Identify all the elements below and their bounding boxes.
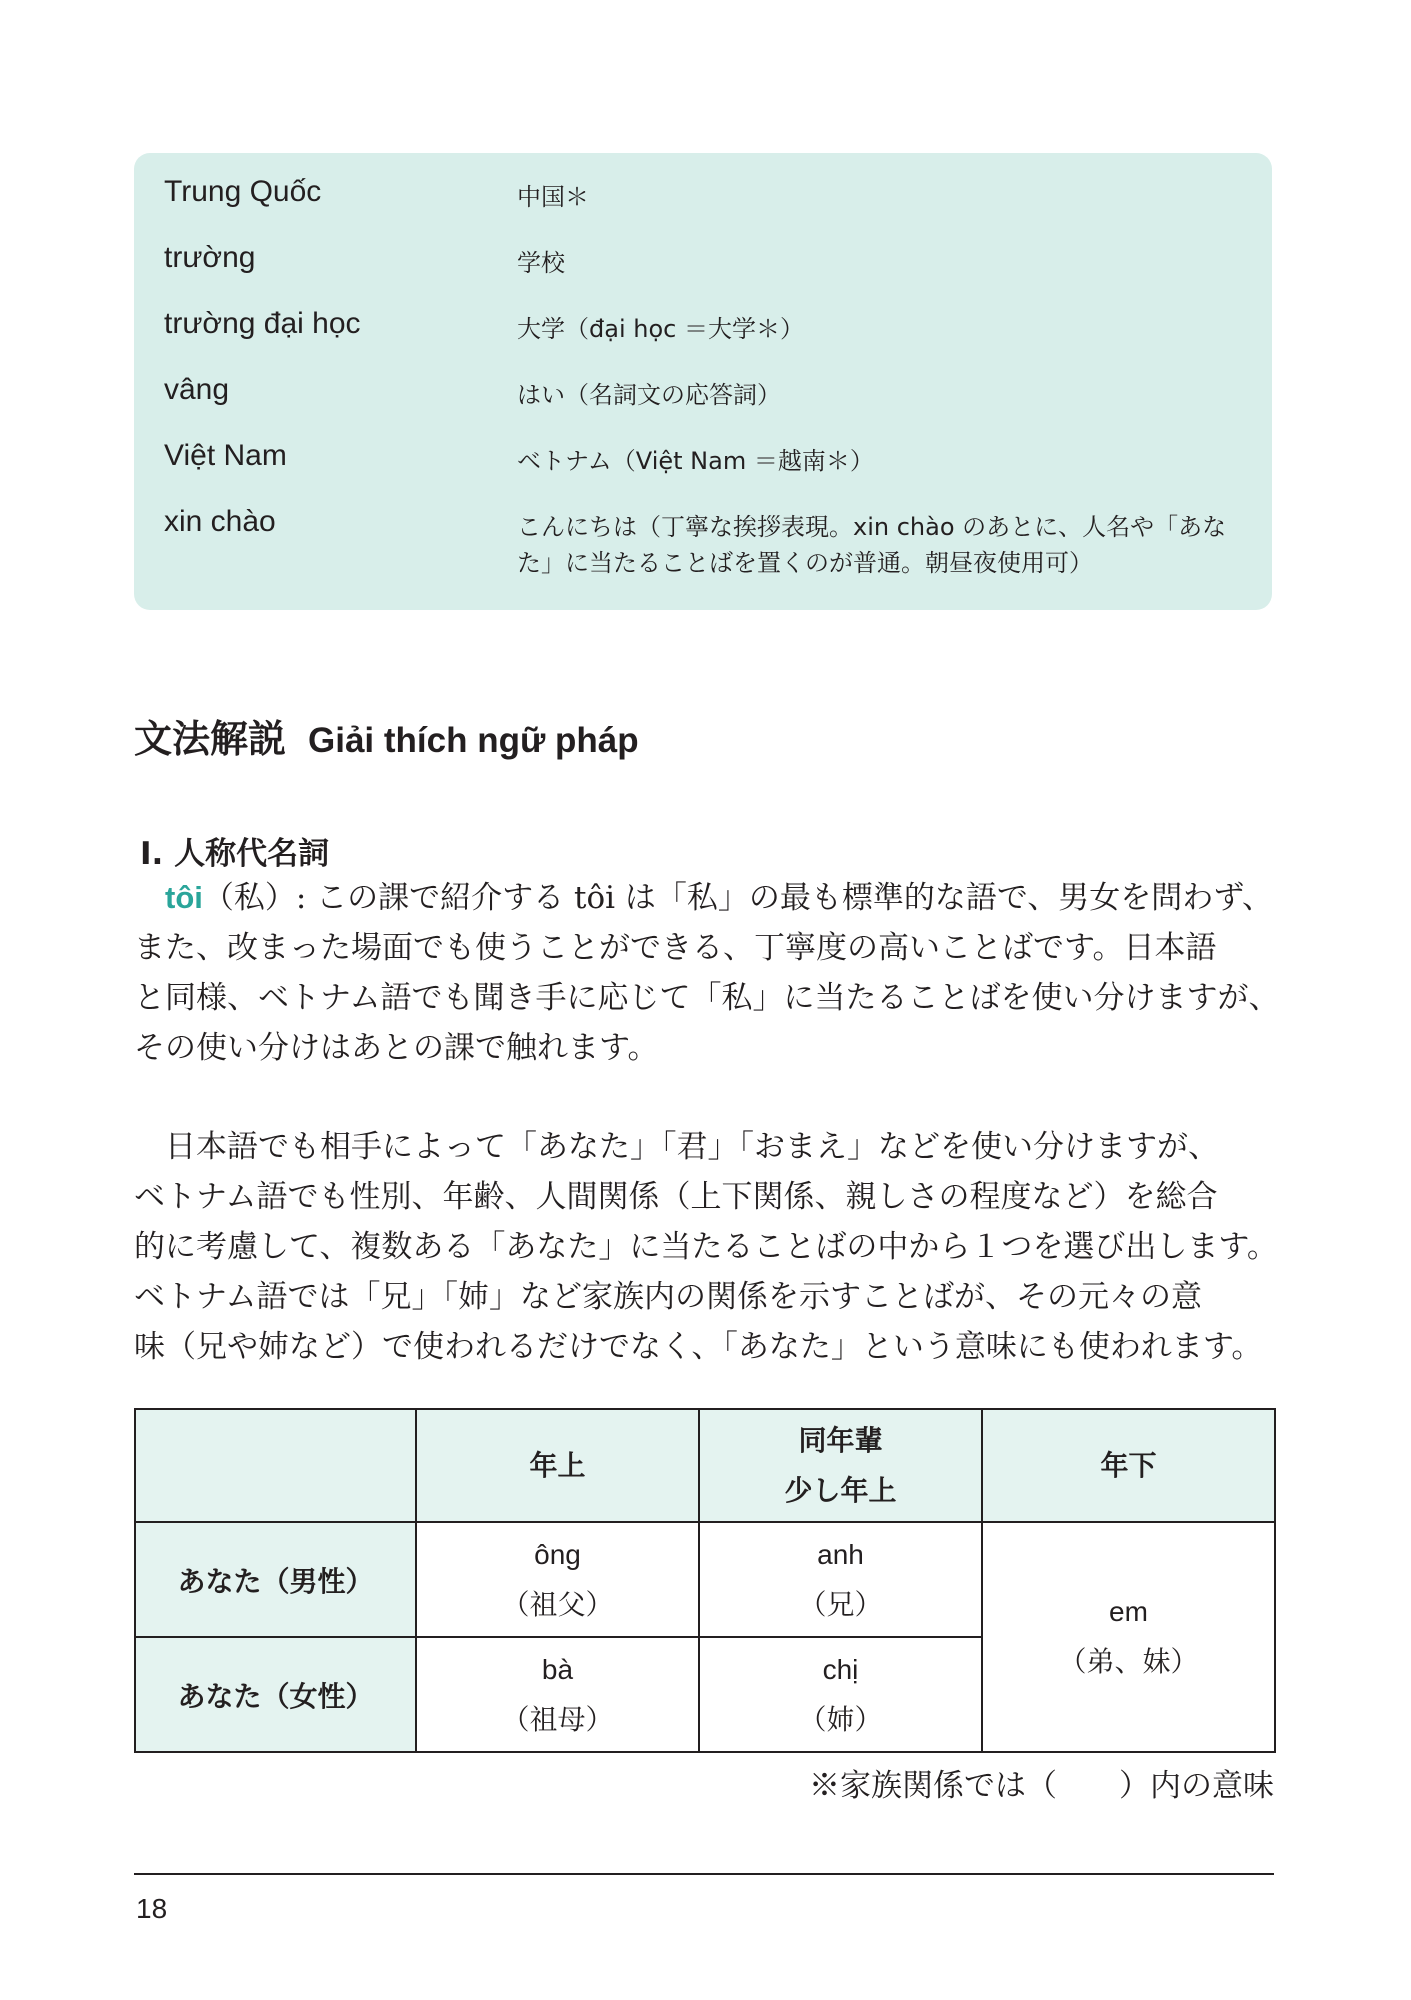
- vocab-meaning: 学校: [517, 249, 565, 277]
- jp-gloss: （兄）: [798, 1587, 883, 1621]
- cell-younger: [982, 1522, 1275, 1752]
- footer-divider: [134, 1873, 1274, 1875]
- cell-female-same: [699, 1637, 982, 1752]
- paragraph-line: ベトナム語では「兄」「姉」など家族内の関係を示すことばが、その元々の意: [134, 1279, 1202, 1315]
- paragraph-toi: [134, 873, 1280, 1073]
- paragraph-line: ベトナム語でも性別、年齢、人間関係（上下関係、親しさの程度など）を総合: [134, 1179, 1218, 1215]
- vocab-word: vâng: [164, 373, 230, 406]
- table-corner-cell: [135, 1409, 416, 1522]
- vi-word: anh: [817, 1538, 864, 1570]
- cell-male-same: [699, 1522, 982, 1637]
- header-younger-label: 年下: [1100, 1448, 1157, 1482]
- vocab-meaning: 大学（đại học ＝大学＊）: [517, 315, 804, 343]
- paragraph-line: [134, 873, 1274, 923]
- row-header-male: [135, 1522, 416, 1637]
- table-row: [135, 1522, 1275, 1637]
- subheading: Ⅰ. 人称代名詞: [140, 836, 330, 872]
- paragraph-anata: [134, 1122, 1278, 1372]
- jp-gloss: （祖父）: [501, 1587, 614, 1621]
- cell-female-older: [416, 1637, 699, 1752]
- vocab-meaning: 中国＊: [517, 183, 589, 211]
- paragraph-text: （私）: この課で紹介する tôi は「私」の最も標準的な語で、男女を問わず、: [202, 880, 1273, 916]
- section-heading: [134, 708, 639, 763]
- vi-word: ông: [534, 1538, 581, 1570]
- paragraph-line: 的に考慮して、複数ある「あなた」に当たることばの中から１つを選び出します。: [134, 1229, 1278, 1265]
- vi-word: bà: [541, 1653, 574, 1685]
- vi-word: chị: [822, 1653, 859, 1685]
- vocab-meaning: ベトナム（Việt Nam ＝越南＊）: [517, 447, 874, 475]
- row-label: あなた（女性）: [177, 1679, 374, 1713]
- jp-gloss: （祖母）: [501, 1702, 614, 1736]
- header-older-label: 年上: [529, 1448, 586, 1482]
- vocab-word: xin chào: [164, 505, 276, 538]
- jp-gloss: （弟、妹）: [1058, 1645, 1199, 1678]
- vocab-word: trường đại học: [164, 307, 361, 340]
- jp-gloss: （姉）: [798, 1702, 883, 1736]
- vocab-meaning: こんにちは（丁寧な挨拶表現。xin chào のあとに、人名や「あなた」に当たることばを置くのが普通。朝昼夜使用可）: [517, 513, 1227, 577]
- row-label: あなた（男性）: [177, 1564, 374, 1598]
- paragraph-line: と同様、ベトナム語でも聞き手に応じて「私」に当たることばを使い分けますが、: [134, 980, 1280, 1016]
- header-younger: [982, 1409, 1275, 1522]
- cell-male-older: [416, 1522, 699, 1637]
- paragraph-line: また、改まった場面でも使うことができる、丁寧度の高いことばです。日本語: [134, 930, 1217, 966]
- header-same-age: [699, 1409, 982, 1522]
- vocab-word: trường: [164, 241, 256, 274]
- section-title-vi: Giải thích ngữ pháp: [308, 721, 639, 760]
- table-note: ※家族関係では（ ）内の意味: [809, 1768, 1274, 1804]
- paragraph-line: 日本語でも相手によって「あなた」「君」「おまえ」などを使い分けますが、: [165, 1129, 1219, 1165]
- vi-word: em: [1109, 1596, 1148, 1627]
- vocab-meaning: はい（名詞文の応答詞）: [517, 381, 781, 409]
- vocab-word: Việt Nam: [164, 439, 287, 472]
- paragraph-line: 味（兄や姉など）で使われるだけでなく、「あなた」という意味にも使われます。: [134, 1329, 1263, 1365]
- section-title-jp: 文法解説: [134, 717, 287, 761]
- vocabulary-box: [134, 153, 1272, 610]
- table-header-row: [135, 1409, 1275, 1522]
- header-same-age-label: 同年輩: [798, 1423, 883, 1457]
- paragraph-line: その使い分けはあとの課で触れます。: [134, 1030, 659, 1066]
- vocab-word: Trung Quốc: [164, 175, 322, 208]
- pronoun-table: [134, 1408, 1276, 1753]
- term-toi: tôi: [165, 880, 203, 915]
- page-number: 18: [136, 1893, 168, 1924]
- row-header-female: [135, 1637, 416, 1752]
- header-older: [416, 1409, 699, 1522]
- header-slightly-older-label: 少し年上: [784, 1473, 897, 1507]
